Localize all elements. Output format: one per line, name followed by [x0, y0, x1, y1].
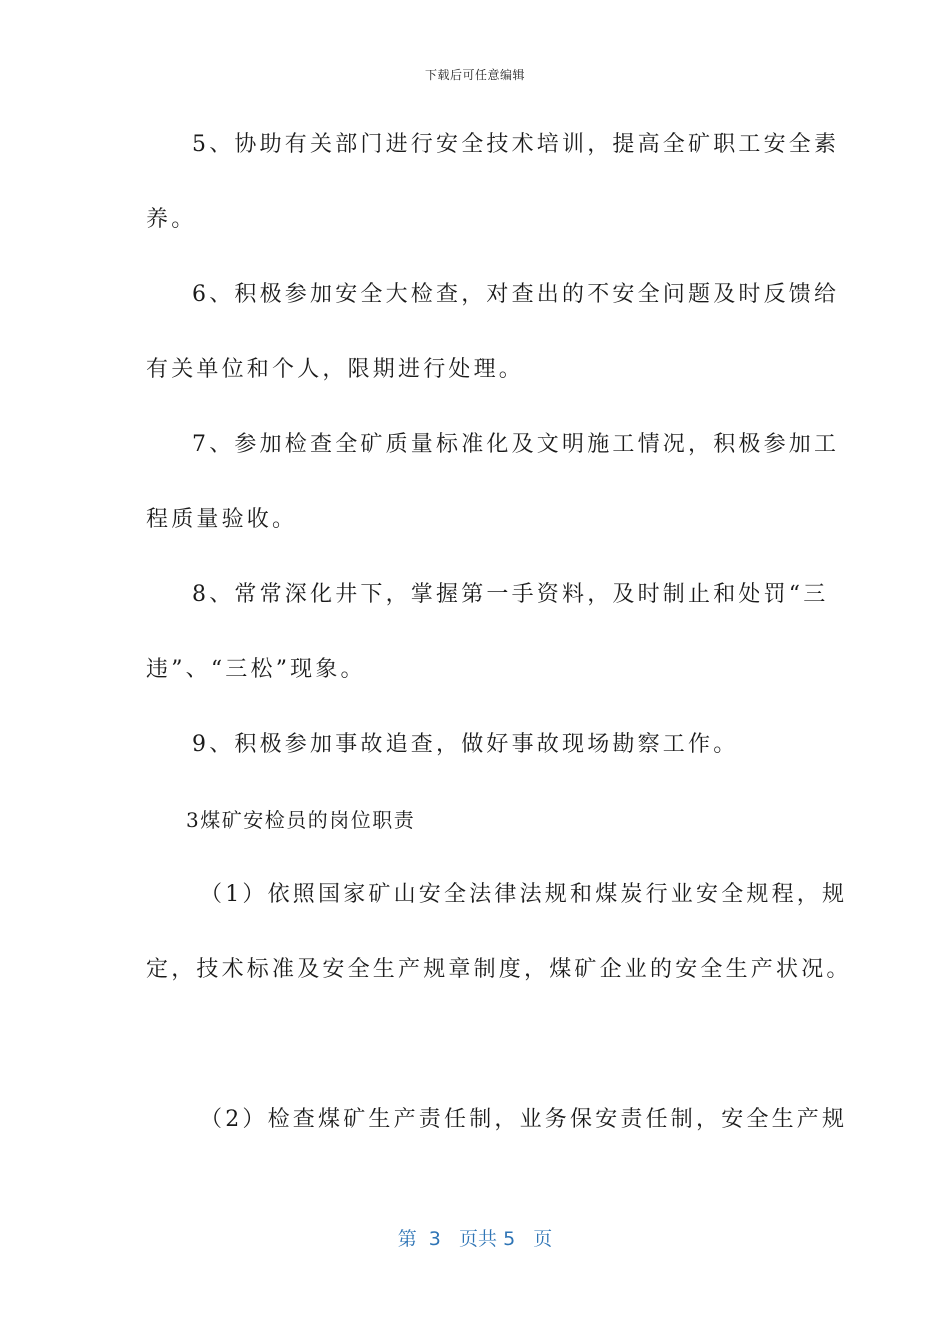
paragraph-line: 9、积极参加事故追查，做好事故现场勘察工作。 — [192, 732, 739, 757]
paragraph-line: 违”、“三松”现象。 — [146, 657, 366, 682]
paragraph-spacer — [146, 1024, 806, 1099]
paragraph-line: 5、协助有关部门进行安全技术培训，提高全矿职工安全素 — [192, 132, 840, 157]
page-label-mid: 页共 — [459, 1228, 498, 1250]
paragraph-line: 8、常常深化井下，掌握第一手资料，及时制止和处罚“三 — [192, 582, 829, 607]
paragraph-line: 有关单位和个人，限期进行处理。 — [146, 357, 525, 382]
paragraph-line: 定，技术标准及安全生产规章制度，煤矿企业的安全生产状况。 — [146, 957, 852, 982]
page-footer — [0, 1224, 950, 1251]
paragraph-line: 程质量验收。 — [146, 507, 298, 532]
current-page-number: 3 — [428, 1228, 441, 1250]
paragraph-line: （1）依照国家矿山安全法律法规和煤炭行业安全规程，规 — [200, 882, 848, 907]
paragraph-line: 养。 — [146, 207, 197, 232]
paragraph-line: 6、积极参加安全大检查，对查出的不安全问题及时反馈给 — [192, 282, 840, 307]
paragraph-line: 7、参加检查全矿质量标准化及文明施工情况，积极参加工 — [192, 432, 840, 457]
total-pages-number: 5 — [503, 1228, 516, 1250]
section-heading: 3煤矿安检员的岗位职责 — [186, 808, 416, 832]
document-body — [146, 124, 852, 1174]
paragraph-line: （2）检查煤矿生产责任制，业务保安责任制，安全生产规 — [200, 1107, 848, 1132]
page-label-prefix: 第 — [397, 1228, 417, 1250]
page-header-note: 下载后可任意编辑 — [424, 68, 525, 82]
page-label-suffix: 页 — [533, 1228, 553, 1250]
